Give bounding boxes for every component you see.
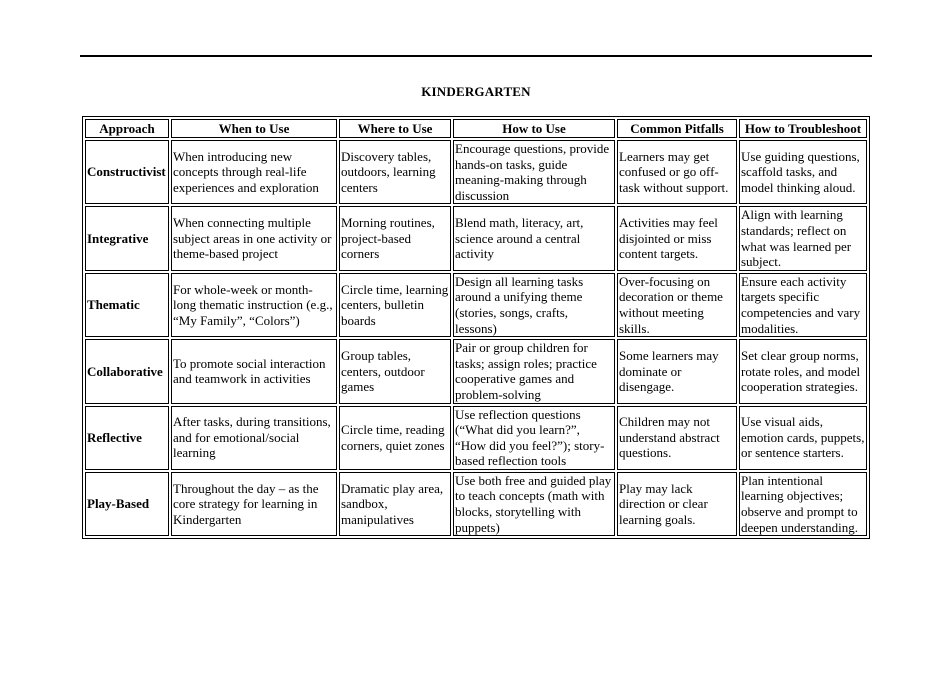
table-row: [85, 273, 867, 337]
where-cell: Group tables, centers, outdoor games: [339, 339, 451, 403]
approach-cell: Integrative: [85, 206, 169, 270]
how-cell: Encourage questions, provide hands-on tasks, guide meaning-making through discussion: [453, 140, 615, 204]
pitfalls-cell: Some learners may dominate or disengage.: [617, 339, 737, 403]
header-common-pitfalls: Common Pitfalls: [617, 119, 737, 138]
pitfalls-cell: Learners may get confused or go off-task without support.: [617, 140, 737, 204]
troubleshoot-cell: Set clear group norms, rotate roles, and model cooperation strategies.: [739, 339, 867, 403]
table-row: [85, 206, 867, 270]
where-cell: Dramatic play area, sandbox, manipulatives: [339, 472, 451, 536]
when-cell: When connecting multiple subject areas in one activity or theme-based project: [171, 206, 337, 270]
approach-cell: Collaborative: [85, 339, 169, 403]
pitfalls-cell: Over-focusing on decoration or theme without meeting skills.: [617, 273, 737, 337]
how-cell: Blend math, literacy, art, science around a central activity: [453, 206, 615, 270]
header-when-to-use: When to Use: [171, 119, 337, 138]
table-row: [85, 339, 867, 403]
pitfalls-cell: Play may lack direction or clear learning goals.: [617, 472, 737, 536]
how-cell: Pair or group children for tasks; assign roles; practice cooperative games and problem-solving: [453, 339, 615, 403]
where-cell: Circle time, learning centers, bulletin boards: [339, 273, 451, 337]
troubleshoot-cell: Ensure each activity targets specific competencies and vary modalities.: [739, 273, 867, 337]
troubleshoot-cell: Plan intentional learning objectives; observe and prompt to deepen understanding.: [739, 472, 867, 536]
troubleshoot-cell: Use visual aids, emotion cards, puppets, or sentence starters.: [739, 406, 867, 470]
when-cell: To promote social interaction and teamwork in activities: [171, 339, 337, 403]
table-row: [85, 472, 867, 536]
approach-cell: Constructivist: [85, 140, 169, 204]
approach-cell: Play-Based: [85, 472, 169, 536]
pitfalls-cell: Activities may feel disjointed or miss content targets.: [617, 206, 737, 270]
where-cell: Morning routines, project-based corners: [339, 206, 451, 270]
when-cell: For whole-week or month-long thematic instruction (e.g., “My Family”, “Colors”): [171, 273, 337, 337]
how-cell: Use reflection questions (“What did you learn?”, “How did you feel?”); story-based reflection tools: [453, 406, 615, 470]
header-how-to-troubleshoot: How to Troubleshoot: [739, 119, 867, 138]
when-cell: Throughout the day – as the core strategy for learning in Kindergarten: [171, 472, 337, 536]
approach-cell: Thematic: [85, 273, 169, 337]
table-row: [85, 140, 867, 204]
header-approach: Approach: [85, 119, 169, 138]
table-header-row: [85, 119, 867, 138]
approaches-table: [82, 116, 870, 539]
table-row: [85, 406, 867, 470]
how-cell: Design all learning tasks around a unifying theme (stories, songs, crafts, lessons): [453, 273, 615, 337]
document-title: KINDERGARTEN: [421, 84, 531, 99]
troubleshoot-cell: Align with learning standards; reflect on what was learned per subject.: [739, 206, 867, 270]
when-cell: When introducing new concepts through real-life experiences and exploration: [171, 140, 337, 204]
troubleshoot-cell: Use guiding questions, scaffold tasks, and model thinking aloud.: [739, 140, 867, 204]
pitfalls-cell: Children may not understand abstract questions.: [617, 406, 737, 470]
top-horizontal-rule: [80, 55, 872, 57]
when-cell: After tasks, during transitions, and for emotional/social learning: [171, 406, 337, 470]
header-where-to-use: Where to Use: [339, 119, 451, 138]
how-cell: Use both free and guided play to teach concepts (math with blocks, storytelling with puppets): [453, 472, 615, 536]
approach-cell: Reflective: [85, 406, 169, 470]
where-cell: Discovery tables, outdoors, learning centers: [339, 140, 451, 204]
where-cell: Circle time, reading corners, quiet zones: [339, 406, 451, 470]
header-how-to-use: How to Use: [453, 119, 615, 138]
